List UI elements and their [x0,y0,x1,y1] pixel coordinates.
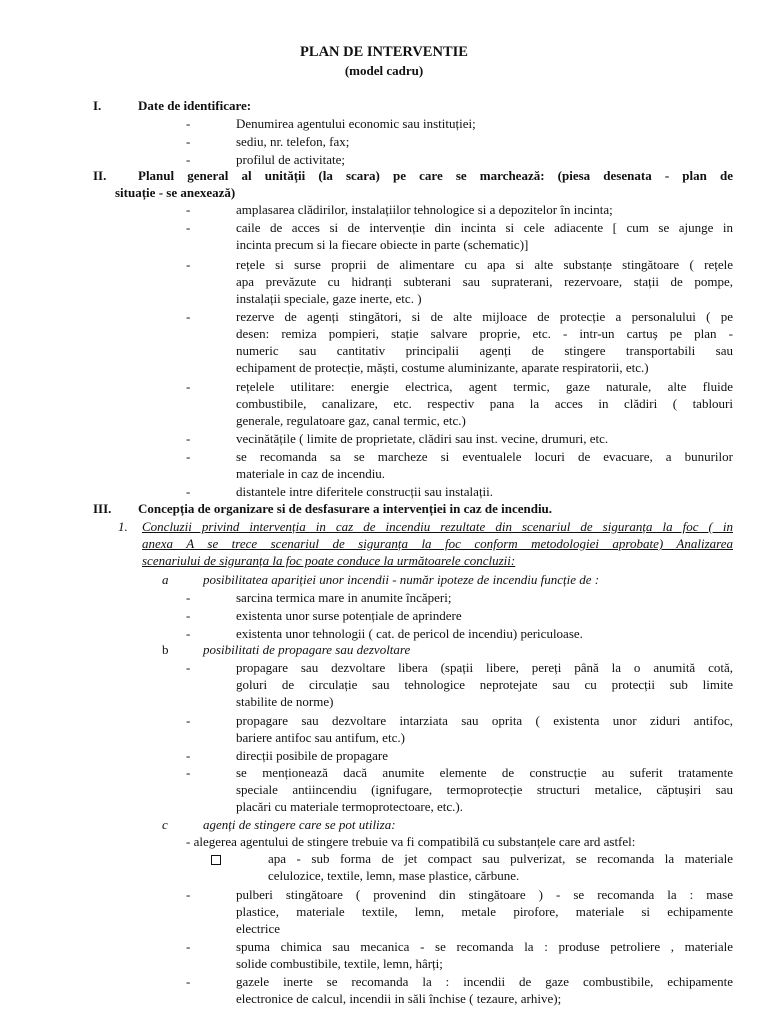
bullet: - [186,257,191,272]
list-item: pulberi stingătoare ( provenind din stingătoare ) - se recomanda la : mase [236,887,733,902]
list-item: caile de acces si de intervenție din incinta si cele adiacente [ cum se ajunge in [236,220,733,235]
list-item-cont: plastice, materiale textile, lemn, metale pirofore, materiale si echipamente [236,904,733,919]
bullet: - [186,748,191,763]
list-item-cont: speciale antiincendiu (ignifugare, termoprotecție structuri metalice, căptușiri sau [236,782,733,797]
bullet: - [186,939,191,954]
section-2-heading: Planul general al unității (la scara) pe care se marchează: (piesa desenata - plan de [138,168,733,183]
section-1-number: I. [93,98,102,113]
bullet: - [186,887,191,902]
list-item-cont: echipament de protecție, măști, costume aluminizante, aparate respiratorii, etc.) [236,360,649,375]
bullet: - [186,449,191,464]
list-item: amplasarea clădirilor, instalațiilor tehnologice si a depozitelor în incinta; [236,202,613,217]
bullet: - [186,220,191,235]
subpoint-a-text: posibilitatea apariției unor incendii - număr ipoteze de incendiu funcție de : [203,572,600,587]
list-item: existenta unor surse potențiale de aprindere [236,608,462,623]
paragraph-1-text: anexa A se trece scenariul de siguranța la foc conform metodologiei aprobate) Analizarea [142,536,733,551]
paragraph-1-text: scenariului de siguranța la foc poate conduce la următoarele concluzii: [142,553,516,568]
section-1-heading: Date de identificare: [138,98,252,113]
list-item-cont: incinta precum si la fiecare obiecte in parte (schematic)] [236,237,529,252]
list-item: apa - sub forma de jet compact sau pulverizat, se recomanda la materiale [268,851,733,866]
subpoint-b-label: b [162,642,169,657]
bullet: - [186,974,191,989]
section-2-number: II. [93,168,107,183]
bullet: - [186,608,191,623]
checkbox-square-icon [211,852,221,869]
list-item: propagare sau dezvoltare libera (spații libere, pereți până la o anumită cotă, [236,660,733,675]
list-item-cont: solide combustibile, textile, lemn, hârți; [236,956,443,971]
list-item-cont: numeric sau cantitativ principalii agenți de stingere transportabili sau [236,343,733,358]
list-item: rețelele utilitare: energie electrica, agent termic, gaze naturale, alte fluide [236,379,733,394]
section-2-heading-cont: situație - se anexează) [115,185,236,200]
bullet: - [186,484,191,499]
list-item: Denumirea agentului economic sau instituției; [236,116,476,131]
subpoint-a-label: a [162,572,169,587]
list-item-cont: electronice de calcul, incendii in săli închise ( tezaure, arhive); [236,991,562,1006]
list-item: spuma chimica sau mecanica - se recomanda la : produse petroliere , materiale [236,939,733,954]
bullet: - [186,309,191,324]
list-item-cont: materiale in caz de incendiu. [236,466,386,481]
document-title: PLAN DE INTERVENTIE [300,44,468,60]
list-item-cont: stabilite de norme) [236,694,334,709]
list-item: gazele inerte se recomanda la : incendii de gaze combustibile, echipamente [236,974,733,989]
list-item-cont: celulozice, textile, lemn, mase plastice, cărbune. [268,868,520,883]
list-item: vecinătățile ( limite de proprietate, clădiri sau inst. vecine, drumuri, etc. [236,431,609,446]
list-item: existenta unor tehnologii ( cat. de pericol de incendiu) periculoase. [236,626,583,641]
bullet: - [186,590,191,605]
bullet: - [186,431,191,446]
list-item-cont: combustibile, canalizare, etc. respectiv pana la acces in clădiri ( tablouri [236,396,733,411]
list-item: profilul de activitate; [236,152,346,167]
list-item: propagare sau dezvoltare intarziata sau oprita ( existenta unor ziduri antifoc, [236,713,733,728]
list-item: se recomanda sa se marcheze si eventualele locuri de evacuare, a bunurilor [236,449,733,464]
bullet: - [186,202,191,217]
list-item-cont: electrice [236,921,281,936]
bullet: - [186,134,191,149]
subpoint-c-intro: - alegerea agentului de stingere trebuie va fi compatibilă cu substanțele care ard astfel: [186,834,636,849]
list-item-cont: desen: remiza pompieri, stație salvare proprie, etc. - intr-un cartuș pe plan - [236,326,733,341]
list-item-cont: instalații speciale, gaze inerte, etc. ) [236,291,422,306]
subpoint-c-text: agenți de stingere care se pot utiliza: [203,817,396,832]
list-item: direcții posibile de propagare [236,748,388,763]
bullet: - [186,765,191,780]
bullet: - [186,116,191,131]
paragraph-1-number: 1. [118,519,128,534]
bullet: - [186,626,191,641]
list-item: distantele intre diferitele construcții sau instalații. [236,484,494,499]
subpoint-c-label: c [162,817,168,832]
list-item-cont: apa prevăzute cu hidranți subterani sau supraterani, rezervoare, stații de pompe, [236,274,733,289]
subpoint-b-text: posibilitati de propagare sau dezvoltare [203,642,411,657]
list-item: rețele si surse proprii de alimentare cu apa si alte substanțe stingătoare ( rețele [236,257,733,272]
list-item-cont: goluri de circulație sau tehnologice neprotejate sau cu protecții sub limite [236,677,733,692]
section-3-heading: Concepția de organizare si de desfasurare a intervenției in caz de incendiu. [138,501,553,516]
list-item-cont: generale, regulatoare gaz, canal termic, etc.) [236,413,466,428]
section-3-number: III. [93,501,112,516]
list-item-cont: placări cu materiale termoprotectoare, etc.). [236,799,464,814]
paragraph-1-text: Concluzii privind intervenția in caz de incendiu rezultate din scenariul de siguranța la foc ( in [142,519,733,534]
list-item: sediu, nr. telefon, fax; [236,134,350,149]
bullet: - [186,660,191,675]
bullet: - [186,152,191,167]
list-item: rezerve de agenți stingători, si de alte mijloace de protecție a personalului ( pe [236,309,733,324]
list-item: se menționează dacă anumite elemente de construcție au suferit tratamente [236,765,733,780]
document-subtitle: (model cadru) [344,63,424,78]
bullet: - [186,713,191,728]
list-item-cont: bariere antifoc sau antifum, etc.) [236,730,405,745]
bullet: - [186,379,191,394]
list-item: sarcina termica mare in anumite încăperi; [236,590,452,605]
